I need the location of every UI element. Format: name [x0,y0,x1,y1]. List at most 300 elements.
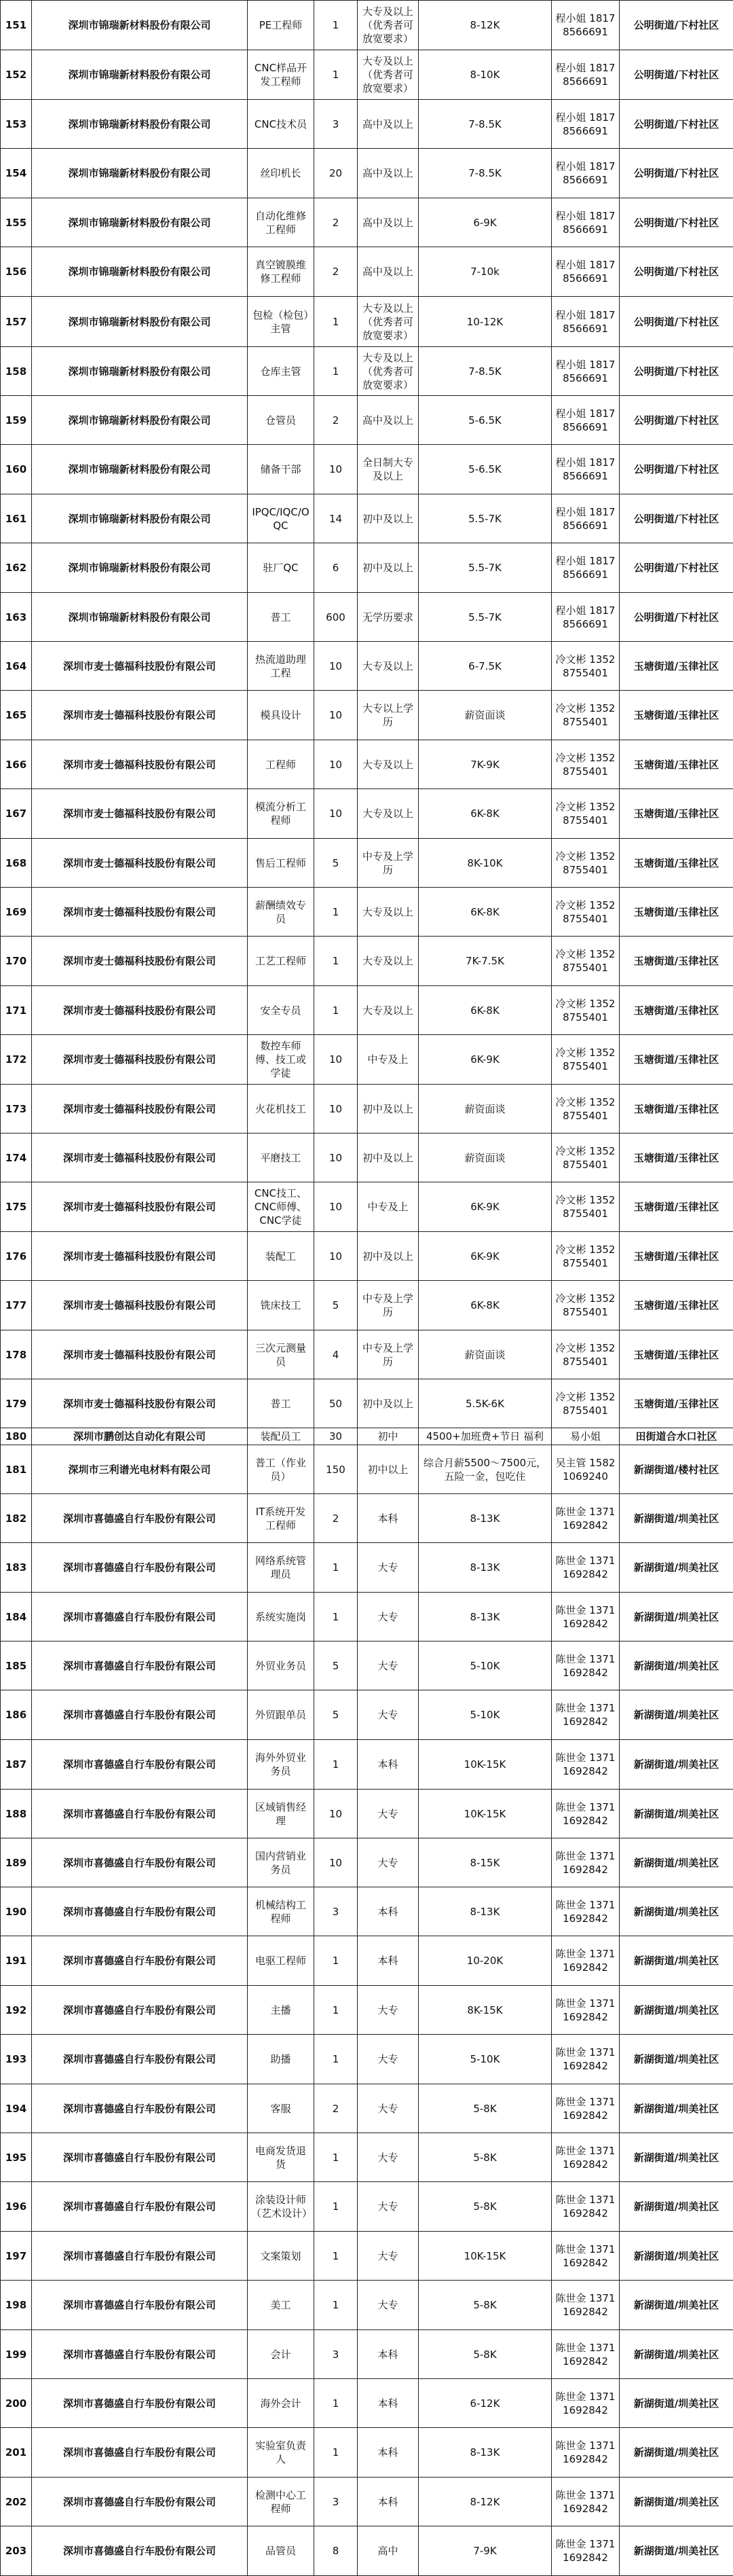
company-name: 深圳市喜德盛自行车股份有限公司 [32,2232,248,2281]
salary: 6K-8K [419,1281,552,1330]
salary: 8K-15K [419,1986,552,2035]
company-name: 深圳市麦士德福科技股份有限公司 [32,1281,248,1330]
contact: 陈世金 13711692842 [552,2232,620,2281]
headcount: 3 [314,2478,358,2526]
headcount: 3 [314,100,358,149]
education-requirement: 中专及上学历 [358,1281,419,1330]
education-requirement: 初中及以上 [358,1379,419,1428]
work-location: 公明街道/下村社区 [620,1,733,50]
row-number: 158 [1,347,32,396]
table-row [1,1182,733,1232]
salary: 4500+加班费+节日 福利 [419,1428,552,1445]
work-location: 田街道合水口社区 [620,1428,733,1445]
company-name: 深圳市麦士德福科技股份有限公司 [32,691,248,740]
company-name: 深圳市麦士德福科技股份有限公司 [32,1085,248,1133]
work-location: 新湖街道/圳美社区 [620,1641,733,1690]
table-row [1,494,733,543]
position-name: 国内营销业务员 [248,1838,314,1887]
work-location: 新湖街道/圳美社区 [620,2232,733,2281]
headcount: 2 [314,247,358,297]
table-row [1,1986,733,2035]
table-row [1,1740,733,1790]
salary: 7-8.5K [419,347,552,396]
contact: 陈世金 13711692842 [552,1986,620,2035]
table-row [1,642,733,691]
contact: 陈世金 13711692842 [552,2428,620,2478]
education-requirement: 全日制大专及以上 [358,445,419,494]
row-number: 189 [1,1838,32,1887]
contact: 陈世金 13711692842 [552,1740,620,1790]
company-name: 深圳市麦士德福科技股份有限公司 [32,1379,248,1428]
company-name: 深圳市喜德盛自行车股份有限公司 [32,1740,248,1790]
salary: 6-7.5K [419,642,552,691]
contact: 程小姐 18178566691 [552,593,620,642]
contact: 陈世金 13711692842 [552,1887,620,1936]
salary: 5-8K [419,2182,552,2232]
position-name: CNC技术员 [248,100,314,149]
company-name: 深圳市锦瑞新材料股份有限公司 [32,198,248,247]
row-number: 163 [1,593,32,642]
education-requirement: 本科 [358,1887,419,1936]
work-location: 公明街道/下村社区 [620,396,733,445]
position-name: CNC技工、CNC师傅、CNC学徒 [248,1182,314,1232]
company-name: 深圳市喜德盛自行车股份有限公司 [32,1887,248,1936]
contact: 冷文彬 13528755401 [552,937,620,986]
salary: 5.5K-6K [419,1379,552,1428]
row-number: 190 [1,1887,32,1936]
education-requirement: 大专 [358,2232,419,2281]
table-row [1,1133,733,1182]
contact: 程小姐 18178566691 [552,543,620,593]
salary: 5-8K [419,2330,552,2379]
company-name: 深圳市锦瑞新材料股份有限公司 [32,247,248,297]
salary: 5-10K [419,2035,552,2084]
position-name: 安全专员 [248,986,314,1035]
education-requirement: 大专 [358,2281,419,2330]
headcount: 1 [314,2035,358,2084]
salary: 8-12K [419,1,552,50]
contact: 程小姐 18178566691 [552,50,620,100]
row-number: 200 [1,2379,32,2428]
table-row [1,2035,733,2084]
education-requirement: 大专及以上（优秀者可放宽要求） [358,297,419,347]
education-requirement: 大专及以上（优秀者可放宽要求） [358,50,419,100]
salary: 10-20K [419,1936,552,1986]
table-row [1,1838,733,1887]
company-name: 深圳市喜德盛自行车股份有限公司 [32,1593,248,1641]
company-name: 深圳市锦瑞新材料股份有限公司 [32,100,248,149]
salary: 8-10K [419,50,552,100]
salary: 5-6.5K [419,445,552,494]
contact: 陈世金 13711692842 [552,2526,620,2576]
company-name: 深圳市三利谱光电材料有限公司 [32,1445,248,1494]
table-row [1,198,733,247]
work-location: 玉塘街道/玉律社区 [620,740,733,789]
salary: 7-10k [419,247,552,297]
table-row [1,1379,733,1428]
education-requirement: 大专及以上 [358,789,419,839]
work-location: 新湖街道/圳美社区 [620,1543,733,1593]
headcount: 10 [314,1232,358,1281]
work-location: 公明街道/下村社区 [620,543,733,593]
work-location: 公明街道/下村社区 [620,297,733,347]
table-row [1,2379,733,2428]
contact: 程小姐 18178566691 [552,247,620,297]
headcount: 1 [314,1986,358,2035]
work-location: 玉塘街道/玉律社区 [620,1133,733,1182]
salary: 10K-15K [419,1740,552,1790]
contact: 程小姐 18178566691 [552,396,620,445]
education-requirement: 大专 [358,2084,419,2133]
education-requirement: 高中及以上 [358,149,419,198]
work-location: 新湖街道/圳美社区 [620,2084,733,2133]
salary: 6K-8K [419,789,552,839]
education-requirement: 大专 [358,2133,419,2182]
position-name: CNC样品开发工程师 [248,50,314,100]
education-requirement: 中专及上学历 [358,1330,419,1379]
salary: 7-8.5K [419,100,552,149]
position-name: 普工 [248,593,314,642]
position-name: 主播 [248,1986,314,2035]
work-location: 公明街道/下村社区 [620,50,733,100]
contact: 冷文彬 13528755401 [552,740,620,789]
education-requirement: 本科 [358,2478,419,2526]
work-location: 公明街道/下村社区 [620,347,733,396]
row-number: 183 [1,1543,32,1593]
headcount: 5 [314,1281,358,1330]
table-row [1,1281,733,1330]
headcount: 2 [314,198,358,247]
salary: 8K-10K [419,839,552,888]
table-row [1,149,733,198]
contact: 程小姐 18178566691 [552,1,620,50]
work-location: 公明街道/下村社区 [620,593,733,642]
salary: 7-9K [419,2526,552,2576]
row-number: 175 [1,1182,32,1232]
headcount: 10 [314,445,358,494]
work-location: 公明街道/下村社区 [620,494,733,543]
salary: 薪资面谈 [419,691,552,740]
table-row [1,937,733,986]
row-number: 154 [1,149,32,198]
salary: 8-13K [419,1593,552,1641]
contact: 冷文彬 13528755401 [552,1035,620,1085]
headcount: 8 [314,2526,358,2576]
headcount: 5 [314,1641,358,1690]
education-requirement: 初中及以上 [358,1232,419,1281]
company-name: 深圳市喜德盛自行车股份有限公司 [32,2281,248,2330]
headcount: 10 [314,642,358,691]
salary: 8-13K [419,2428,552,2478]
row-number: 162 [1,543,32,593]
position-name: 机械结构工程师 [248,1887,314,1936]
row-number: 170 [1,937,32,986]
company-name: 深圳市麦士德福科技股份有限公司 [32,839,248,888]
contact: 陈世金 13711692842 [552,2133,620,2182]
table-row [1,691,733,740]
position-name: 品管员 [248,2526,314,2576]
salary: 5-8K [419,2133,552,2182]
contact: 冷文彬 13528755401 [552,986,620,1035]
company-name: 深圳市麦士德福科技股份有限公司 [32,1133,248,1182]
table-row [1,1428,733,1445]
position-name: IPQC/IQC/OQC [248,494,314,543]
contact: 陈世金 13711692842 [552,1593,620,1641]
education-requirement: 本科 [358,1936,419,1986]
contact: 程小姐 18178566691 [552,494,620,543]
headcount: 50 [314,1379,358,1428]
salary: 7K-9K [419,740,552,789]
headcount: 3 [314,2330,358,2379]
headcount: 1 [314,2182,358,2232]
position-name: 电商发货退货 [248,2133,314,2182]
headcount: 10 [314,691,358,740]
company-name: 深圳市锦瑞新材料股份有限公司 [32,1,248,50]
work-location: 公明街道/下村社区 [620,100,733,149]
education-requirement: 大专 [358,1838,419,1887]
company-name: 深圳市麦士德福科技股份有限公司 [32,1232,248,1281]
work-location: 玉塘街道/玉律社区 [620,691,733,740]
headcount: 1 [314,2428,358,2478]
work-location: 新湖街道/圳美社区 [620,1838,733,1887]
education-requirement: 中专及上 [358,1035,419,1085]
row-number: 176 [1,1232,32,1281]
education-requirement: 本科 [358,2428,419,2478]
education-requirement: 大专 [358,1986,419,2035]
salary: 7-8.5K [419,149,552,198]
headcount: 1 [314,986,358,1035]
education-requirement: 中专及上 [358,1182,419,1232]
row-number: 155 [1,198,32,247]
company-name: 深圳市麦士德福科技股份有限公司 [32,888,248,937]
salary: 6K-8K [419,888,552,937]
education-requirement: 本科 [358,2379,419,2428]
education-requirement: 大专 [358,1690,419,1740]
salary: 5-10K [419,1641,552,1690]
position-name: 装配员工 [248,1428,314,1445]
salary: 8-13K [419,1887,552,1936]
table-row [1,445,733,494]
company-name: 深圳市锦瑞新材料股份有限公司 [32,396,248,445]
headcount: 1 [314,2232,358,2281]
salary: 5.5-7K [419,593,552,642]
table-row [1,1035,733,1085]
education-requirement: 初中及以上 [358,543,419,593]
table-row [1,740,733,789]
position-name: 电驱工程师 [248,1936,314,1986]
position-name: IT系统开发工程师 [248,1494,314,1543]
work-location: 新湖街道/圳美社区 [620,1690,733,1740]
row-number: 194 [1,2084,32,2133]
work-location: 新湖街道/圳美社区 [620,2526,733,2576]
row-number: 201 [1,2428,32,2478]
position-name: 实验室负责人 [248,2428,314,2478]
education-requirement: 高中及以上 [358,247,419,297]
position-name: 文案策划 [248,2232,314,2281]
work-location: 新湖街道/圳美社区 [620,2330,733,2379]
company-name: 深圳市麦士德福科技股份有限公司 [32,740,248,789]
headcount: 1 [314,1543,358,1593]
table-row [1,2428,733,2478]
position-name: 海外会计 [248,2379,314,2428]
company-name: 深圳市喜德盛自行车股份有限公司 [32,2526,248,2576]
position-name: 驻厂QC [248,543,314,593]
position-name: 系统实施岗 [248,1593,314,1641]
company-name: 深圳市锦瑞新材料股份有限公司 [32,347,248,396]
contact: 程小姐 18178566691 [552,149,620,198]
row-number: 169 [1,888,32,937]
row-number: 202 [1,2478,32,2526]
education-requirement: 高中 [358,2526,419,2576]
contact: 陈世金 13711692842 [552,2281,620,2330]
work-location: 玉塘街道/玉律社区 [620,642,733,691]
table-row [1,2133,733,2182]
work-location: 玉塘街道/玉律社区 [620,888,733,937]
contact: 冷文彬 13528755401 [552,888,620,937]
position-name: 包检（检包）主管 [248,297,314,347]
row-number: 203 [1,2526,32,2576]
table-row [1,1790,733,1838]
headcount: 1 [314,297,358,347]
work-location: 公明街道/下村社区 [620,198,733,247]
education-requirement: 大专 [358,2182,419,2232]
position-name: 薪酬绩效专员 [248,888,314,937]
row-number: 156 [1,247,32,297]
education-requirement: 中专及上学历 [358,839,419,888]
row-number: 173 [1,1085,32,1133]
contact: 陈世金 13711692842 [552,1543,620,1593]
company-name: 深圳市喜德盛自行车股份有限公司 [32,1790,248,1838]
headcount: 5 [314,839,358,888]
position-name: 储备干部 [248,445,314,494]
position-name: 外贸跟单员 [248,1690,314,1740]
row-number: 168 [1,839,32,888]
work-location: 新湖街道/圳美社区 [620,2182,733,2232]
contact: 冷文彬 13528755401 [552,1182,620,1232]
row-number: 192 [1,1986,32,2035]
table-row [1,543,733,593]
company-name: 深圳市麦士德福科技股份有限公司 [32,937,248,986]
headcount: 1 [314,1740,358,1790]
table-row [1,1543,733,1593]
education-requirement: 大专及以上 [358,888,419,937]
contact: 陈世金 13711692842 [552,2478,620,2526]
education-requirement: 大专 [358,1641,419,1690]
table-row [1,2084,733,2133]
company-name: 深圳市喜德盛自行车股份有限公司 [32,2133,248,2182]
work-location: 玉塘街道/玉律社区 [620,1035,733,1085]
contact: 吴主管 15821069240 [552,1445,620,1494]
contact: 程小姐 18178566691 [552,347,620,396]
company-name: 深圳市锦瑞新材料股份有限公司 [32,593,248,642]
salary: 6K-8K [419,986,552,1035]
headcount: 1 [314,1593,358,1641]
row-number: 167 [1,789,32,839]
education-requirement: 大专及以上 [358,986,419,1035]
salary: 6-9K [419,198,552,247]
company-name: 深圳市麦士德福科技股份有限公司 [32,789,248,839]
row-number: 172 [1,1035,32,1085]
company-name: 深圳市喜德盛自行车股份有限公司 [32,1690,248,1740]
position-name: 平磨技工 [248,1133,314,1182]
contact: 陈世金 13711692842 [552,2182,620,2232]
table-row [1,1085,733,1133]
table-row [1,247,733,297]
company-name: 深圳市喜德盛自行车股份有限公司 [32,2084,248,2133]
table-row [1,2281,733,2330]
work-location: 玉塘街道/玉律社区 [620,1330,733,1379]
table-row [1,1641,733,1690]
work-location: 公明街道/下村社区 [620,149,733,198]
position-name: 普工 [248,1379,314,1428]
work-location: 新湖街道/圳美社区 [620,2478,733,2526]
work-location: 新湖街道/楼村社区 [620,1445,733,1494]
table-row [1,297,733,347]
contact: 冷文彬 13528755401 [552,691,620,740]
table-row [1,2478,733,2526]
headcount: 1 [314,1,358,50]
contact: 程小姐 18178566691 [552,100,620,149]
company-name: 深圳市喜德盛自行车股份有限公司 [32,2182,248,2232]
table-row [1,1690,733,1740]
jobs-table-body [1,1,733,2576]
headcount: 2 [314,2084,358,2133]
salary: 5.5-7K [419,494,552,543]
work-location: 新湖街道/圳美社区 [620,1936,733,1986]
position-name: 模具设计 [248,691,314,740]
education-requirement: 大专及以上（优秀者可放宽要求） [358,1,419,50]
salary: 5.5-7K [419,543,552,593]
position-name: 工艺工程师 [248,937,314,986]
work-location: 新湖街道/圳美社区 [620,1740,733,1790]
salary: 5-6.5K [419,396,552,445]
table-row [1,396,733,445]
salary: 6K-9K [419,1035,552,1085]
row-number: 179 [1,1379,32,1428]
position-name: 售后工程师 [248,839,314,888]
row-number: 180 [1,1428,32,1445]
education-requirement: 本科 [358,1494,419,1543]
row-number: 159 [1,396,32,445]
row-number: 182 [1,1494,32,1543]
headcount: 5 [314,1690,358,1740]
headcount: 10 [314,1182,358,1232]
row-number: 174 [1,1133,32,1182]
education-requirement: 大专 [358,2035,419,2084]
salary: 6K-9K [419,1182,552,1232]
contact: 程小姐 18178566691 [552,297,620,347]
position-name: 美工 [248,2281,314,2330]
contact: 陈世金 13711692842 [552,2084,620,2133]
work-location: 玉塘街道/玉律社区 [620,789,733,839]
salary: 7K-7.5K [419,937,552,986]
row-number: 151 [1,1,32,50]
company-name: 深圳市喜德盛自行车股份有限公司 [32,1494,248,1543]
row-number: 184 [1,1593,32,1641]
table-row [1,2232,733,2281]
contact: 冷文彬 13528755401 [552,1133,620,1182]
company-name: 深圳市麦士德福科技股份有限公司 [32,642,248,691]
contact: 冷文彬 13528755401 [552,1085,620,1133]
company-name: 深圳市喜德盛自行车股份有限公司 [32,2379,248,2428]
work-location: 新湖街道/圳美社区 [620,2281,733,2330]
work-location: 公明街道/下村社区 [620,247,733,297]
work-location: 玉塘街道/玉律社区 [620,937,733,986]
row-number: 198 [1,2281,32,2330]
table-row [1,347,733,396]
company-name: 深圳市喜德盛自行车股份有限公司 [32,1986,248,2035]
table-row [1,1445,733,1494]
